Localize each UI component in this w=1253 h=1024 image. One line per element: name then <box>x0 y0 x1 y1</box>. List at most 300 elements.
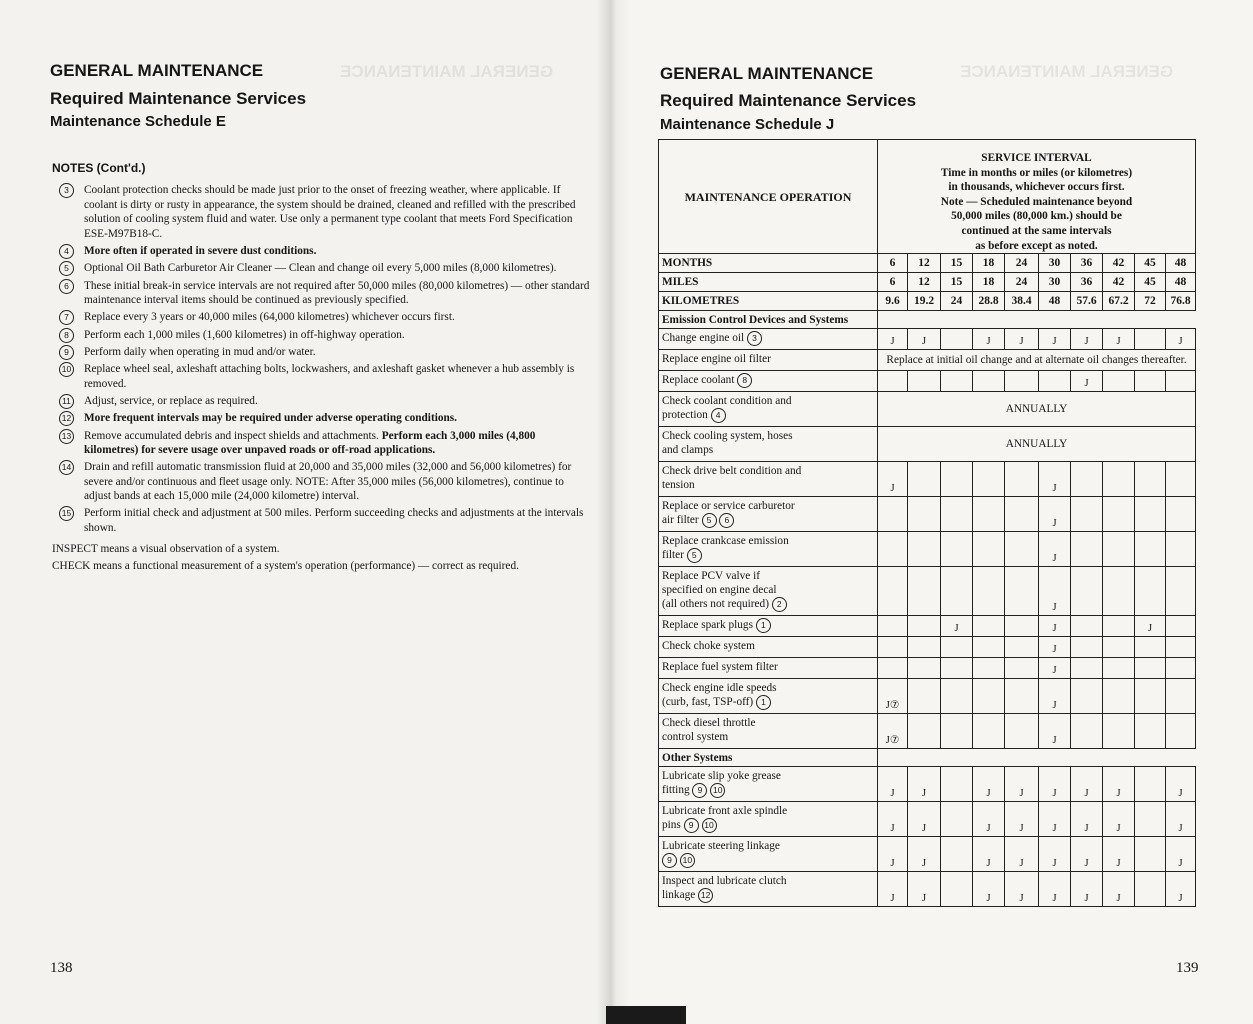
note-text <box>84 362 592 391</box>
operation-line: protection 4 <box>662 408 874 423</box>
interval-span-note: ANNUALLY <box>878 392 1196 427</box>
interval-cell <box>908 637 941 658</box>
schedule-row <box>659 462 1196 497</box>
note-circle-number: 1 <box>756 618 771 633</box>
operation-cell <box>659 532 878 567</box>
interval-cell <box>941 658 973 679</box>
interval-cell: J <box>1103 767 1135 802</box>
operation-line: pins 9 10 <box>662 818 874 833</box>
months-row <box>659 254 1196 273</box>
note-circle-number: 9 <box>662 853 677 868</box>
interval-header-line: SERVICE INTERVAL <box>981 152 1092 164</box>
interval-cell <box>1103 532 1135 567</box>
note-number <box>52 394 84 409</box>
interval-cell <box>1071 462 1103 497</box>
interval-cell <box>1166 371 1196 392</box>
miles-row-value: 24 <box>1005 273 1039 292</box>
note-circle-number: 3 <box>747 331 762 346</box>
interval-cell <box>878 658 908 679</box>
note-body: Coolant protection checks should be made just prior to the onset of freezing weather, where applicable. If coolant is dirty or rusty in appearance, the system should be drained, cleaned and refilled with the prescribed solution of cooling system fluid and water. Use only a permanent type coolant that meets Ford Specification ESE-M97B18-C. <box>84 184 576 240</box>
interval-cell <box>908 616 941 637</box>
interval-cell <box>973 679 1005 714</box>
right-page-number: 139 <box>1176 960 1199 976</box>
note-circle-number: 10 <box>59 362 74 377</box>
months-row-value: 12 <box>908 254 941 273</box>
interval-cell: J⑦ <box>878 714 908 749</box>
schedule-row <box>659 637 1196 658</box>
note-number <box>52 244 84 259</box>
interval-cell <box>941 462 973 497</box>
schedule-row <box>659 371 1196 392</box>
right-page-subtitle: Required Maintenance Services <box>660 91 917 110</box>
operation-line: Lubricate slip yoke grease <box>662 770 781 783</box>
interval-cell: J <box>878 462 908 497</box>
note-item <box>52 394 592 409</box>
kilometres-row-value: 48 <box>1039 292 1071 311</box>
interval-cell <box>1135 637 1166 658</box>
interval-cell <box>973 567 1005 616</box>
operation-cell <box>659 462 878 497</box>
interval-span-note: ANNUALLY <box>878 427 1196 462</box>
note-circle-number: 4 <box>59 244 74 259</box>
interval-header-line: in thousands, whichever occurs first. <box>948 181 1125 194</box>
kilometres-row-value: 72 <box>1135 292 1166 311</box>
operation-line: Replace PCV valve if <box>662 570 760 583</box>
interval-cell <box>1135 802 1166 837</box>
note-circle-number: 10 <box>702 818 717 833</box>
operation-line: Replace coolant 8 <box>662 373 874 388</box>
notes-heading: NOTES (Cont'd.) <box>52 161 146 175</box>
bleed-through-title-left: GENERAL MAINTENANCE <box>340 62 554 81</box>
note-body: Replace wheel seal, axleshaft attaching bolts, lockwashers, and axleshaft gasket whenever a hub assembly is removed. <box>84 363 575 390</box>
months-row-value: 15 <box>941 254 973 273</box>
interval-cell <box>1103 371 1135 392</box>
right-page-title: GENERAL MAINTENANCE <box>660 64 874 83</box>
interval-cell <box>973 637 1005 658</box>
note-text <box>84 394 592 409</box>
note-number <box>52 411 84 426</box>
interval-cell <box>941 371 973 392</box>
interval-cell: J <box>1071 802 1103 837</box>
interval-cell <box>1005 497 1039 532</box>
operation-line: Check coolant condition and <box>662 395 792 408</box>
schedule-row <box>659 532 1196 567</box>
miles-row-value: 48 <box>1166 273 1196 292</box>
note-circle-number: 15 <box>59 506 74 521</box>
note-circle-number: 6 <box>719 513 734 528</box>
note-circle-number: 12 <box>59 411 74 426</box>
note-text <box>84 261 592 276</box>
operation-cell <box>659 714 878 749</box>
note-circle-number: 9 <box>59 345 74 360</box>
interval-cell: J <box>1039 497 1071 532</box>
interval-cell <box>1103 497 1135 532</box>
note-emphasis: More often if operated in severe dust conditions. <box>84 244 317 257</box>
interval-cell <box>878 637 908 658</box>
interval-cell <box>973 497 1005 532</box>
operation-line: Replace fuel system filter <box>662 661 778 674</box>
operation-cell <box>659 350 878 371</box>
interval-cell: J <box>1071 767 1103 802</box>
interval-cell <box>941 872 973 907</box>
note-number <box>52 345 84 360</box>
interval-cell: J <box>1071 371 1103 392</box>
interval-header-line: Time in months or miles (or kilometres) <box>940 166 1133 179</box>
operation-line: linkage 12 <box>662 888 874 903</box>
note-text <box>84 244 592 259</box>
months-row-value: 48 <box>1166 254 1196 273</box>
interval-cell: J <box>1039 637 1071 658</box>
interval-cell <box>1166 714 1196 749</box>
interval-cell <box>1005 616 1039 637</box>
section-heading-blank <box>878 311 1196 329</box>
interval-cell <box>1005 679 1039 714</box>
operation-line: Check diesel throttle <box>662 717 756 730</box>
note-emphasis: More frequent intervals may be required under adverse operating conditions. <box>84 412 457 425</box>
note-number <box>52 460 84 504</box>
miles-row <box>659 273 1196 292</box>
interval-cell <box>1005 658 1039 679</box>
months-row-value: 42 <box>1103 254 1135 273</box>
interval-cell: J <box>1039 837 1071 872</box>
note-body: Optional Oil Bath Carburetor Air Cleaner — Clean and change oil every 5,000 miles (8,000 kilometres). <box>84 262 557 275</box>
interval-cell: J <box>973 767 1005 802</box>
interval-cell <box>1135 567 1166 616</box>
note-number <box>52 261 84 276</box>
interval-cell: J <box>1005 329 1039 350</box>
left-page-subtitle: Required Maintenance Services <box>50 89 307 108</box>
interval-cell <box>878 567 908 616</box>
note-item <box>52 183 592 241</box>
notes-list <box>52 183 592 577</box>
interval-cell <box>1135 371 1166 392</box>
interval-cell <box>973 532 1005 567</box>
interval-cell <box>1166 658 1196 679</box>
kilometres-row-value: 57.6 <box>1071 292 1103 311</box>
schedule-row <box>659 427 1196 462</box>
note-text <box>84 328 592 343</box>
note-item <box>52 261 592 276</box>
interval-cell <box>1071 497 1103 532</box>
interval-cell <box>1039 371 1071 392</box>
interval-cell <box>973 658 1005 679</box>
interval-cell <box>878 616 908 637</box>
note-item <box>52 279 592 308</box>
operation-cell <box>659 837 878 872</box>
interval-cell <box>908 371 941 392</box>
operation-line <box>662 853 874 868</box>
interval-cell: J <box>1166 872 1196 907</box>
interval-cell <box>1071 532 1103 567</box>
interval-cell <box>941 767 973 802</box>
note-number <box>52 328 84 343</box>
bleed-through-title-right: GENERAL MAINTENANCE <box>960 62 1174 81</box>
kilometres-row-value: 67.2 <box>1103 292 1135 311</box>
note-number <box>52 183 84 241</box>
note-item <box>52 345 592 360</box>
note-text <box>84 279 592 308</box>
kilometres-row-value: 19.2 <box>908 292 941 311</box>
note-circle-number: 10 <box>680 853 695 868</box>
note-text <box>84 411 592 426</box>
months-row-value: 18 <box>973 254 1005 273</box>
note-number <box>52 362 84 391</box>
interval-cell <box>1071 658 1103 679</box>
interval-cell <box>1135 679 1166 714</box>
interval-cell <box>1103 462 1135 497</box>
interval-cell <box>1071 567 1103 616</box>
definitions <box>52 542 592 574</box>
note-item <box>52 244 592 259</box>
interval-cell <box>908 567 941 616</box>
operation-cell <box>659 872 878 907</box>
schedule-row <box>659 872 1196 907</box>
schedule-row <box>659 679 1196 714</box>
interval-cell <box>878 532 908 567</box>
interval-cell <box>1005 567 1039 616</box>
left-page-title: GENERAL MAINTENANCE <box>50 61 264 80</box>
note-circle-number: 6 <box>59 279 74 294</box>
operation-line: Lubricate steering linkage <box>662 840 780 853</box>
note-text <box>84 506 592 535</box>
note-circle-number: 9 <box>684 818 699 833</box>
interval-cell: J <box>878 767 908 802</box>
interval-cell <box>1135 532 1166 567</box>
operation-cell <box>659 567 878 616</box>
interval-cell <box>1166 497 1196 532</box>
section-heading: Other Systems <box>659 749 878 767</box>
maintenance-schedule-table <box>658 139 1196 907</box>
interval-span-note: Replace at initial oil change and at alternate oil changes thereafter. <box>878 350 1196 371</box>
interval-cell <box>1135 767 1166 802</box>
interval-cell: J <box>1071 872 1103 907</box>
note-body: Perform daily when operating in mud and/or water. <box>84 345 316 358</box>
note-circle-number: 8 <box>737 373 752 388</box>
inspect-definition: INSPECT means a visual observation of a system. <box>52 542 280 555</box>
interval-cell <box>1071 679 1103 714</box>
interval-cell: J <box>908 802 941 837</box>
interval-cell: J <box>1071 329 1103 350</box>
binding-edge <box>606 1006 686 1024</box>
interval-cell <box>1103 658 1135 679</box>
operation-line: Check engine idle speeds <box>662 682 777 695</box>
right-page-schedule: Maintenance Schedule J <box>660 116 835 133</box>
note-circle-number: 7 <box>59 310 74 325</box>
operation-cell <box>659 427 878 462</box>
interval-header-line: continued at the same intervals <box>961 224 1112 237</box>
interval-cell <box>908 679 941 714</box>
interval-header-line: as before except as noted. <box>975 239 1098 252</box>
interval-cell <box>908 462 941 497</box>
miles-row-value: 12 <box>908 273 941 292</box>
interval-cell <box>1135 872 1166 907</box>
note-circle-number: 12 <box>698 888 713 903</box>
interval-cell: J <box>1135 616 1166 637</box>
schedule-row <box>659 837 1196 872</box>
operation-cell <box>659 802 878 837</box>
operation-line: and clamps <box>662 444 714 457</box>
interval-cell: J <box>973 802 1005 837</box>
note-circle-number: 3 <box>59 183 74 198</box>
interval-cell <box>1166 532 1196 567</box>
section-heading: Emission Control Devices and Systems <box>659 311 878 329</box>
operation-line: specified on engine decal <box>662 584 777 597</box>
interval-cell <box>1166 637 1196 658</box>
kilometres-row <box>659 292 1196 311</box>
interval-cell: J <box>1103 872 1135 907</box>
operation-cell <box>659 679 878 714</box>
interval-cell: J <box>1103 329 1135 350</box>
interval-cell: J <box>1039 462 1071 497</box>
note-circle-number: 4 <box>711 408 726 423</box>
interval-cell <box>941 497 973 532</box>
schedule-row <box>659 802 1196 837</box>
note-number <box>52 429 84 458</box>
interval-cell <box>941 714 973 749</box>
left-page-number: 138 <box>50 960 73 976</box>
operation-line: fitting 9 10 <box>662 783 874 798</box>
interval-cell <box>1103 567 1135 616</box>
note-item <box>52 429 592 458</box>
interval-cell <box>908 497 941 532</box>
interval-cell: J <box>1039 714 1071 749</box>
interval-cell <box>973 371 1005 392</box>
schedule-row <box>659 616 1196 637</box>
interval-cell <box>1005 637 1039 658</box>
interval-cell: J <box>1166 329 1196 350</box>
note-item <box>52 328 592 343</box>
note-body: Replace every 3 years or 40,000 miles (64,000 kilometres) whichever occurs first. <box>84 311 455 324</box>
left-page-schedule: Maintenance Schedule E <box>50 113 226 130</box>
operation-cell <box>659 637 878 658</box>
schedule-row <box>659 658 1196 679</box>
operation-line: (curb, fast, TSP-off) 1 <box>662 695 874 710</box>
note-circle-number: 8 <box>59 328 74 343</box>
interval-cell: J <box>1005 767 1039 802</box>
interval-cell <box>1135 462 1166 497</box>
note-emphasis: Perform each 3,000 miles (4,800 kilometres) for severe usage over unpaved roads or off-road applications. <box>84 429 536 457</box>
interval-cell: J <box>1039 767 1071 802</box>
interval-cell: J <box>1039 532 1071 567</box>
note-circle-number: 9 <box>692 783 707 798</box>
interval-cell: J⑦ <box>878 679 908 714</box>
operation-line: Check cooling system, hoses <box>662 430 793 443</box>
interval-cell <box>973 714 1005 749</box>
interval-cell <box>1135 714 1166 749</box>
note-item <box>52 506 592 535</box>
note-item <box>52 460 592 504</box>
months-row-value: 30 <box>1039 254 1071 273</box>
interval-header <box>878 140 1196 254</box>
interval-cell <box>1005 371 1039 392</box>
interval-cell <box>941 567 973 616</box>
interval-cell: J <box>1166 767 1196 802</box>
interval-cell <box>941 329 973 350</box>
miles-row-label: MILES <box>659 273 878 292</box>
interval-cell: J <box>908 329 941 350</box>
note-text <box>84 310 592 325</box>
note-circle-number: 1 <box>756 695 771 710</box>
interval-cell: J <box>1039 658 1071 679</box>
miles-row-value: 6 <box>878 273 908 292</box>
months-row-label: MONTHS <box>659 254 878 273</box>
interval-cell: J <box>1166 802 1196 837</box>
interval-cell: J <box>1005 802 1039 837</box>
interval-cell <box>1103 616 1135 637</box>
operation-line: Change engine oil 3 <box>662 331 874 346</box>
miles-row-value: 30 <box>1039 273 1071 292</box>
kilometres-row-value: 38.4 <box>1005 292 1039 311</box>
interval-cell: J <box>908 872 941 907</box>
operation-header: MAINTENANCE OPERATION <box>659 140 878 254</box>
interval-cell <box>1166 616 1196 637</box>
kilometres-row-value: 28.8 <box>973 292 1005 311</box>
interval-cell <box>1166 679 1196 714</box>
interval-cell: J <box>878 329 908 350</box>
note-item <box>52 411 592 426</box>
interval-cell <box>973 616 1005 637</box>
operation-line: air filter 5 6 <box>662 513 874 528</box>
interval-cell: J <box>1103 837 1135 872</box>
note-body: Drain and refill automatic transmission fluid at 20,000 and 35,000 miles (32,000 and 56,000 kilometres) for severe and/or continuous and fleet usage only. NOTE: After 35,000 miles (56,000 kilometres), continue to adjust bands at each 15,000 mile (24,000 kilometre) interval. <box>84 461 572 503</box>
interval-cell <box>1135 497 1166 532</box>
note-text <box>84 183 592 241</box>
schedule-row <box>659 767 1196 802</box>
interval-cell <box>878 371 908 392</box>
interval-cell: J <box>1039 329 1071 350</box>
interval-cell: J <box>1071 837 1103 872</box>
operation-line: Replace crankcase emission <box>662 535 789 548</box>
schedule-row <box>659 392 1196 427</box>
operation-line: Replace spark plugs 1 <box>662 618 874 633</box>
note-item <box>52 310 592 325</box>
interval-cell <box>941 637 973 658</box>
interval-cell <box>941 532 973 567</box>
interval-cell <box>1166 567 1196 616</box>
note-number <box>52 310 84 325</box>
operation-line: tension <box>662 479 695 492</box>
interval-cell <box>941 837 973 872</box>
interval-cell: J <box>1166 837 1196 872</box>
section-heading-row <box>659 749 1196 767</box>
interval-cell <box>1166 462 1196 497</box>
interval-cell <box>908 714 941 749</box>
operation-line: filter 5 <box>662 548 874 563</box>
schedule-row <box>659 567 1196 616</box>
page-gutter-shadow <box>596 0 630 1024</box>
schedule-row <box>659 497 1196 532</box>
note-item <box>52 362 592 391</box>
schedule-row <box>659 714 1196 749</box>
interval-cell <box>1135 837 1166 872</box>
interval-cell <box>1103 714 1135 749</box>
schedule-body <box>659 140 1196 907</box>
interval-cell: J <box>1005 872 1039 907</box>
interval-cell <box>1005 532 1039 567</box>
miles-row-value: 18 <box>973 273 1005 292</box>
miles-row-value: 36 <box>1071 273 1103 292</box>
section-heading-blank <box>878 749 1196 767</box>
operation-line: Replace engine oil filter <box>662 353 771 366</box>
interval-cell: J <box>1039 567 1071 616</box>
kilometres-row-value: 9.6 <box>878 292 908 311</box>
interval-cell <box>908 658 941 679</box>
miles-row-value: 15 <box>941 273 973 292</box>
operation-line: Check choke system <box>662 640 755 653</box>
note-body: These initial break-in service intervals are not required after 50,000 miles (80,000 kilometres) — other standard maintenance interval items should be continued as previously specified. <box>84 279 590 307</box>
interval-cell: J <box>1103 802 1135 837</box>
note-text <box>84 345 592 360</box>
